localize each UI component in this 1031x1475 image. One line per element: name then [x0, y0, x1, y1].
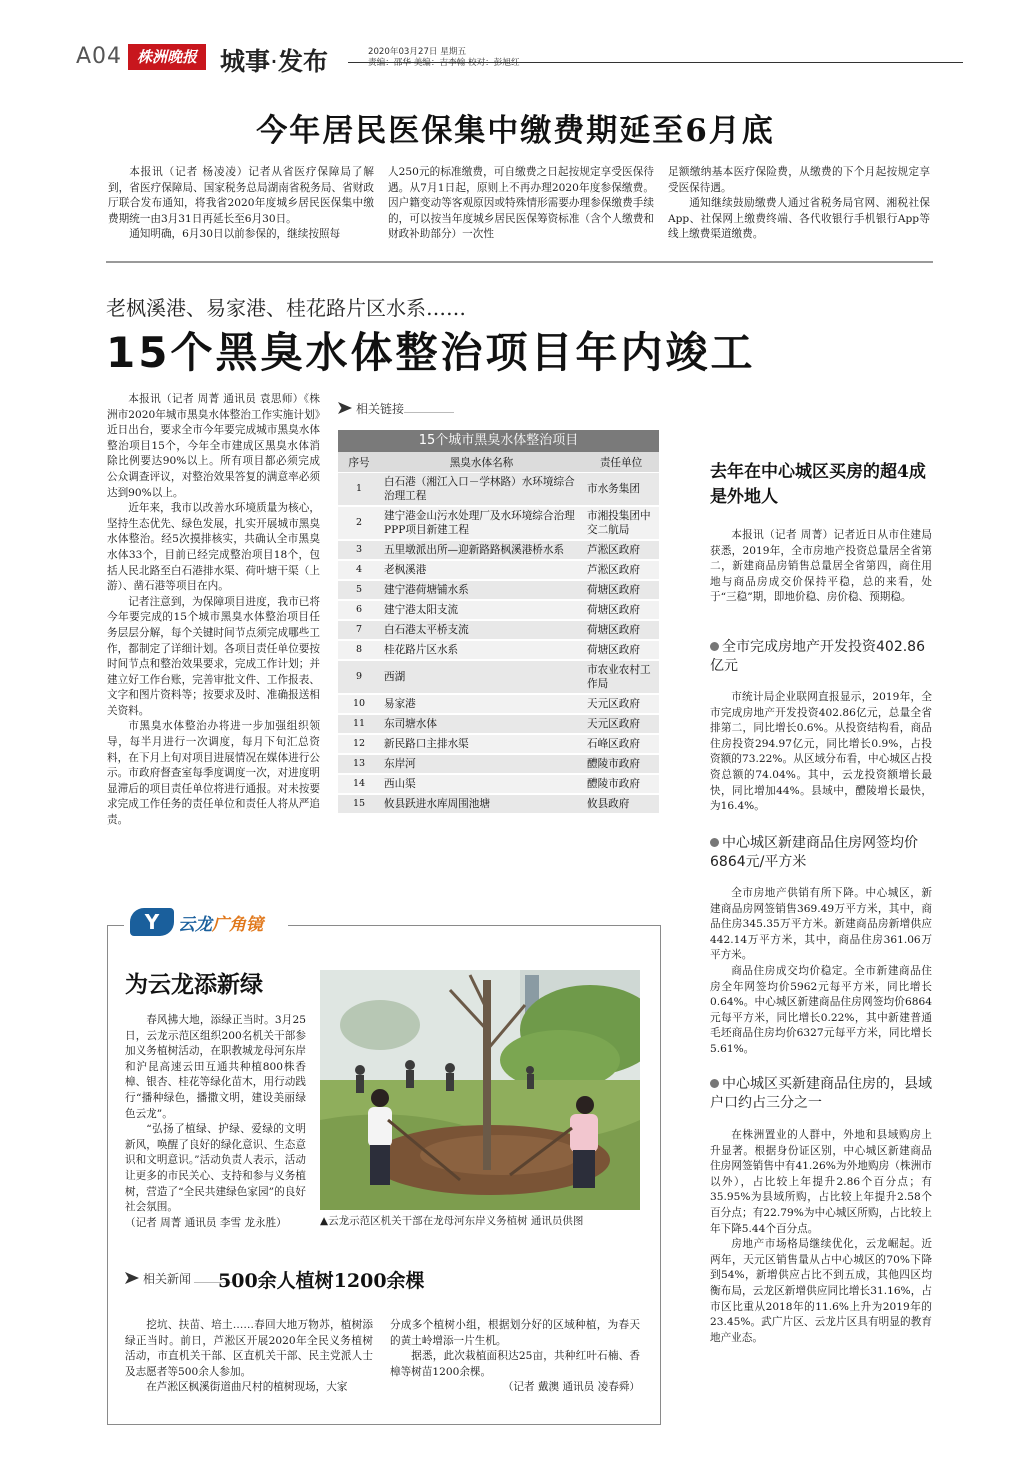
responsible-unit: 市湘投集团中交二航局 [583, 506, 659, 540]
responsible-unit: 芦淞区政府 [583, 540, 659, 560]
related-news-headline: 500余人植树1200余棵 [218, 1270, 425, 1292]
table-header-cell: 责任单位 [583, 452, 659, 473]
masthead-logo: 株洲晚报 [128, 44, 206, 70]
editor-credits: 责编：邵华 美编：吉李翰 校对：彭旭红 [368, 58, 520, 68]
table-row [338, 660, 659, 694]
logo-text-a: 云龙 [178, 915, 212, 935]
related-para: 分成多个植树小组，根据划分好的区域种植，为春天的黄土岭增添一片生机。 [390, 1319, 640, 1347]
related-byline: （记者 戴澳 通讯员 凌春舜） [502, 1381, 640, 1394]
related-link-label [338, 400, 454, 417]
responsible-unit: 市水务集团 [583, 473, 659, 507]
water-body-name: 白石港太平桥支流 [380, 620, 583, 640]
related-news-col1 [125, 1318, 373, 1396]
issue-info [368, 47, 520, 69]
responsible-unit: 市农业农村工作局 [583, 660, 659, 694]
bullet-icon [710, 1079, 719, 1088]
table-row [338, 794, 659, 814]
table-row [338, 600, 659, 620]
right-section-1 [710, 690, 932, 815]
responsible-unit: 攸县政府 [583, 794, 659, 814]
subhead-text: 中心城区新建商品住房网签均价6864元/平方米 [710, 835, 918, 870]
right-intro [710, 528, 932, 606]
table-row [338, 540, 659, 560]
article1-col1 [108, 165, 374, 243]
yunlong-logo [124, 906, 288, 938]
row-number: 14 [338, 774, 380, 794]
right-para: 全市房地产供销有所下降。中心城区，新建商品房网签销售369.49万平方米，其中，商品住房345.35万平方米。新建商品房新增供应442.14万平方米，其中，商品住房361.06万平方米。 [710, 887, 932, 962]
responsible-unit: 天元区政府 [583, 694, 659, 714]
responsible-unit: 荷塘区政府 [583, 580, 659, 600]
article2-para: 本报讯（记者 周菁 通讯员 袁思师）《株洲市2020年城市黑臭水体整治工作实施计划》近日出台，要求全市今年要完成城市黑臭水体整治项目15个，今年全市建成区黑臭水体消除比例要达90%以上。所有项目都必须完成公众调查评议，对整治效果答复的满意率必须达到90%以上。 [107, 393, 320, 499]
row-number: 1 [338, 473, 380, 507]
table-row [338, 754, 659, 774]
table-row [338, 580, 659, 600]
right-section-3 [710, 1128, 932, 1346]
related-para: 挖坑、扶苗、培土……春回大地万物苏，植树添绿正当时。前日，芦淞区开展2020年全民义务植树活动，市直机关干部、区直机关干部、民主党派人士及志愿者等500余人参加。 [125, 1319, 373, 1378]
right-subhead-3 [710, 1075, 934, 1113]
water-body-name: 建宁港金山污水处理厂及水环境综合治理PPP项目新建工程 [380, 506, 583, 540]
table-row [338, 473, 659, 507]
responsible-unit: 醴陵市政府 [583, 754, 659, 774]
bullet-icon [710, 838, 719, 847]
right-para: 本报讯（记者 周菁）记者近日从市住建局获悉，2019年，全市房地产投资总量居全省第二，新建商品房销售总量居全省第四，商住用地与商品房成交价保持平稳，总的来看，处于“三稳”期，即地价稳、房价稳、预期稳。 [710, 529, 932, 604]
logo-text-b: 广角镜 [212, 915, 263, 935]
article1-para: 足额缴纳基本医疗保险费，从缴费的下个月起按规定享受医保待遇。 [668, 166, 930, 194]
table-header-row [338, 452, 659, 473]
water-body-name: 新民路口主排水渠 [380, 734, 583, 754]
table-row [338, 734, 659, 754]
water-body-name: 西山渠 [380, 774, 583, 794]
responsible-unit: 荷塘区政府 [583, 640, 659, 660]
section-separator [106, 261, 933, 263]
article2-para: 近年来，我市以改善水环境质量为核心，坚持生态优先、绿色发展，扎实开展城市黑臭水体整治。经5次摸排核实，共确认全市黑臭水体33个，目前已经完成整治项目18个，包括人民北路至白石港排水渠、荷叶塘干渠（上游）、凿石港等项目在内。 [107, 502, 320, 593]
subhead-text: 全市完成房地产开发投资402.86亿元 [710, 639, 925, 674]
arrow-icon [338, 402, 352, 414]
section-name-b: 发布 [277, 47, 328, 76]
right-para: 市统计局企业联网直报显示，2019年，全市完成房地产开发投资402.86亿元，总量全省排第二，同比增长0.6%。从投资结构看，商品住房投资294.97亿元，同比增长0.9%，占投资额的73.22%。从区域分布看，中心城区占投资总额的74.04%。其中，云龙投资额增长最快，同比增加44%。县域中，醴陵增长最快，为16.4%。 [710, 691, 932, 813]
water-body-name: 老枫溪港 [380, 560, 583, 580]
water-body-name: 建宁港太阳支流 [380, 600, 583, 620]
table-row [338, 694, 659, 714]
article1-headline: 今年居民医保集中缴费期延至6月底 [256, 113, 775, 149]
row-number: 10 [338, 694, 380, 714]
box-headline: 为云龙添新绿 [125, 971, 263, 998]
arrow-icon [125, 1272, 139, 1284]
article1-para: 本报讯（记者 杨凌凌）记者从省医疗保障局了解到，省医疗保障局、国家税务总局湖南省税务局、省财政厅联合发布通知，将我省2020年度城乡居民医保集中缴费期统一由3月31日再延长至6月30日。 [108, 166, 374, 225]
article1-para: 通知继续鼓励缴费人通过省税务局官网、湘税社保App、社保网上缴费终端、各代收银行手机银行App等线上缴费渠道缴费。 [668, 197, 930, 241]
section-name-a: 城事 [220, 47, 271, 76]
table-row [338, 620, 659, 640]
issue-date: 2020年03月27日 星期五 [368, 47, 467, 57]
row-number: 5 [338, 580, 380, 600]
right-section-2 [710, 886, 932, 1058]
article2-para: 市黑臭水体整治办将进一步加强组织领导，每半月进行一次调度，每月下旬汇总资料，在下月上旬对项目进展情况在媒体进行公示。市政府督查室每季度调度一次，对进度明显滞后的项目责任单位将进行通报。对未按要求完成工作任务的责任单位和责任人将从严追责。 [107, 720, 320, 827]
tree-planting-photo [320, 970, 640, 1210]
water-body-name: 白石港（湘江入口－学林路）水环境综合治理工程 [380, 473, 583, 507]
row-number: 15 [338, 794, 380, 814]
row-number: 9 [338, 660, 380, 694]
right-subhead-2 [710, 834, 934, 872]
related-news-col2 [390, 1318, 640, 1396]
row-number: 3 [338, 540, 380, 560]
responsible-unit: 芦淞区政府 [583, 560, 659, 580]
row-number: 2 [338, 506, 380, 540]
water-body-name: 东岸河 [380, 754, 583, 774]
water-body-name: 攸县跃进水库周围池塘 [380, 794, 583, 814]
table-row [338, 640, 659, 660]
article1-col3 [668, 165, 930, 243]
box-body [125, 1013, 306, 1231]
article1-para: 通知明确，6月30日以前参保的，继续按照每 [129, 228, 341, 241]
table-header-cell: 序号 [338, 452, 380, 473]
projects-table [338, 430, 659, 815]
water-body-name: 建宁港荷塘铺水系 [380, 580, 583, 600]
section-dot: · [270, 47, 278, 76]
photo-caption: ▲云龙示范区机关干部在龙母河东岸义务植树 通讯员供图 [320, 1215, 584, 1227]
responsible-unit: 荷塘区政府 [583, 600, 659, 620]
right-para: 在株洲置业的人群中，外地和县域购房上升显著。根据身份证区别，中心城区新建商品住房网签销售中有41.26%为外地购房（株洲市以外），占比较上年提升2.86个百分点；有35.95%为县域所购，占比较上年提升2.58个百分点；有22.79%为中心城区所购，占比较上年下降5.44个百分点。 [710, 1129, 932, 1235]
box-para: “弘扬了植绿、护绿、爱绿的文明新风，唤醒了良好的绿化意识、生态意识和文明意识。”活动负责人表示，活动让更多的市民关心、支持和参与义务植树，营造了“全民共建绿色家园”的良好社会氛围。 [125, 1123, 306, 1214]
bullet-icon [710, 642, 719, 651]
responsible-unit: 石峰区政府 [583, 734, 659, 754]
related-link-text: 相关链接 [356, 402, 405, 416]
table-row [338, 774, 659, 794]
logo-mark: Y [130, 908, 174, 936]
table-header-cell: 黑臭水体名称 [380, 452, 583, 473]
right-subhead-1 [710, 638, 934, 676]
article2-para: 记者注意到，为保障项目进度，我市已将今年要完成的15个城市黑臭水体整治项目任务层层分解，每个关键时间节点须完成哪些工作，都制定了详细计划。各项目责任单位要按时间节点和整治效果要求，完成工作计划；并建立好工作台账，完善审批文件、工作报表、文字和图片资料等；按要求及时、准确报送相关资料。 [107, 595, 320, 717]
right-headline: 去年在中心城区买房的超4成是外地人 [710, 462, 926, 507]
related-news-text: 相关新闻 [143, 1272, 192, 1286]
row-number: 13 [338, 754, 380, 774]
section-title [220, 42, 328, 78]
responsible-unit: 醴陵市政府 [583, 774, 659, 794]
water-body-name: 五里墩派出所—迎新路路枫溪港桥水系 [380, 540, 583, 560]
table-row [338, 714, 659, 734]
water-body-name: 易家港 [380, 694, 583, 714]
responsible-unit: 荷塘区政府 [583, 620, 659, 640]
table-caption: 15个城市黑臭水体整治项目 [338, 430, 659, 452]
water-body-name: 桂花路片区水系 [380, 640, 583, 660]
article1-para: 人250元的标准缴费，可自缴费之日起按规定享受医保待遇。从7月1日起，原则上不再办理2020年度参保缴费。因户籍变动等客观原因或特殊情形需要办理参保缴费手续的，可以按当年度城乡居民医保筹资标准（含个人缴费和财政补助部分）一次性 [388, 166, 654, 241]
row-number: 8 [338, 640, 380, 660]
row-number: 4 [338, 560, 380, 580]
row-number: 6 [338, 600, 380, 620]
box-para: 春风拂大地，添绿正当时。3月25日，云龙示范区组织200名机关干部参加义务植树活动，在职教城龙母河东岸和沪昆高速云田互通共种植800株香樟、银杏、桂花等绿化苗木，用行动践行“播种绿色，播撒文明，建设美丽绿色云龙”。 [125, 1014, 306, 1120]
table-row [338, 506, 659, 540]
article2-headline: 15个黑臭水体整治项目年内竣工 [106, 328, 756, 377]
logo-text [178, 910, 263, 935]
related-para: 据悉，此次栽植面积达25亩，共种红叶石楠、香樟等树苗1200余棵。 [390, 1350, 640, 1378]
related-news-label [125, 1270, 232, 1287]
article2-kicker: 老枫溪港、易家港、桂花路片区水系…… [106, 296, 466, 320]
water-body-name: 东司塘水体 [380, 714, 583, 734]
row-number: 7 [338, 620, 380, 640]
responsible-unit: 天元区政府 [583, 714, 659, 734]
box-byline: （记者 周菁 通讯员 李雪 龙永胜） [125, 1216, 287, 1229]
table-row [338, 560, 659, 580]
header-rule [348, 62, 963, 63]
right-para: 商品住房成交均价稳定。全市新建商品住房全年网签均价5962元每平方米，同比增长0.64%。中心城区新建商品住房网签均价6864元每平方米，同比增长0.22%，其中新建普通毛坯商品住房均价6327元每平方米，同比增长5.61%。 [710, 964, 932, 1055]
water-body-name: 西湖 [380, 660, 583, 694]
row-number: 11 [338, 714, 380, 734]
article1-col2 [388, 165, 654, 243]
related-para: 在芦淞区枫溪街道曲尺村的植树现场，大家 [146, 1381, 348, 1394]
page-number: A04 [76, 44, 123, 69]
subhead-text: 中心城区买新建商品住房的，县域户口约占三分之一 [710, 1076, 932, 1111]
right-para: 房地产市场格局继续优化，云龙崛起。近两年，天元区销售量从占中心城区的70%下降到54%，新增供应占比不到五成，其他四区均衡布局，云龙区新增供应同比增长31.16%，占市区比重从2018年的11.6%上升为2019年的23.45%。武广片区、云龙片区具有明显的教育地产业态。 [710, 1238, 932, 1344]
article2-body [107, 392, 320, 829]
row-number: 12 [338, 734, 380, 754]
